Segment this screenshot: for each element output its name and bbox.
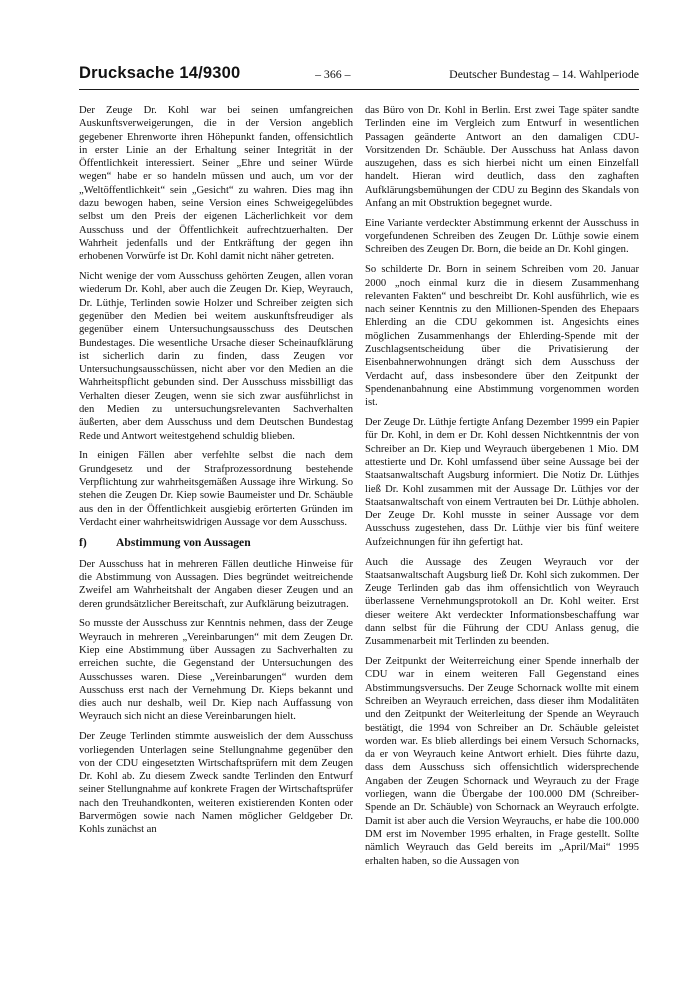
section-heading-title: Abstimmung von Aussagen (116, 536, 251, 550)
section-heading (79, 536, 353, 550)
right-column (365, 104, 639, 874)
paragraph: So musste der Ausschuss zur Kenntnis nehmen, dass der Zeuge Weyrauch in mehreren „Vereinbarungen“ mit dem Zeugen Dr. Kiep eine Abstimmung über Aussagen zu Sachverhalten zu erreichen suchte, die Gegenstand der Untersuchungen des Ausschusses waren. Diese „Vereinbarungen“ wurden dem Ausschuss erst nach der Vernehmung Dr. Kieps bekannt und dies auch nur deshalb, weil Dr. Kiep nach Auffassung von Weyrauch sich nicht an diese Vereinbarungen hielt. (79, 618, 353, 723)
paragraph: Nicht wenige der vom Ausschuss gehörten Zeugen, allen voran wiederum Dr. Kohl, aber auch die Zeugen Dr. Kiep, Weyrauch, Dr. Lüthje, Terlinden sowie Holzer und Schreiber zeigten sich gegenüber den Medien bei weitem auskunftsfreudiger als gegenüber einem Untersuchungsausschuss des Deutschen Bundestages. Die wesentliche Ursache dieser Scheinaufklärung ist sicherlich darin zu finden, dass Zeugen vor Untersuchungsausschüssen, nicht aber vor den Medien an die Wahrheitspflicht gebunden sind. Der Ausschuss missbilligt das Verhalten dieser Zeugen, wenn sie sich zwar ausführlichst in den Medien zu untersuchungsrelevanten Sachverhalten äußerten, aber dem Ausschuss und dem Deutschen Bundestag Rede und Antwort weitestgehend schuldig blieben. (79, 271, 353, 442)
doc-number: Drucksache 14/9300 (79, 64, 241, 82)
paragraph: das Büro von Dr. Kohl in Berlin. Erst zwei Tage später sandte Terlinden eine im Vergleich zum Entwurf in wesentlichen Passagen geänderte Antwort an den damaligen CDU-Vorsitzenden Dr. Schäuble. Der Ausschuss hat Anlass davon auszugehen, dass es sich hierbei nicht um einen Einzelfall handelt. Hieran wird deutlich, dass den zaghaften Aufklärungsbemühungen der CDU zu Beginn des Skandals von Anfang an mit Obstruktion begegnet wurde. (365, 105, 639, 210)
paragraph: Der Zeuge Dr. Kohl war bei seinen umfangreichen Auskunftsverweigerungen, die in der Version angeblich gegebener Ehrenworte ihren Höhepunkt fanden, offensichtlich in erster Linie an der Erhaltung seiner Integrität in der Öffentlichkeit interessiert. Seiner „Ehre und seiner Würde wegen“ habe er so handeln müssen und auch, um vor der „Weltöffentlichkeit“ sein „Gesicht“ zu wahren. Dies mag ihn dazu bewogen haben, seine Version eines Schweigegelübdes selbst um den Preis der eigenen Lächerlichkeit vor dem Ausschuss und der Öffentlichkeit aufrechtzuerhalten. Der Wahrheit jedenfalls und der Entkräftung der gegen ihn erhobenen Vorwürfe ist Dr. Kohl damit nicht näher getreten. (79, 105, 353, 263)
paragraph: Der Zeitpunkt der Weiterreichung einer Spende innerhalb der CDU war in einem weiteren Fall Gegenstand eines Abstimmungsversuchs. Der Zeuge Schornack wollte mit einem Schreiben an Weyrauch erreichen, dass dieser ihm Modalitäten und den Zeitpunkt der Weiterleitung der Spende an Weyrauch bestätigt, die 1994 von Schreiber an Dr. Schäuble geleistet worden war. Es blieb allerdings bei einem Versuch Schornacks, da er von Weyrauch keine Antwort erhielt. Dies führte dazu, dass dem Ausschuss sich offensichtlich widersprechende Angaben der Zeugen Schornack und Weyrauch zu der Frage vorliegen, wann die Übergabe der 100.000 DM (Schreiber-Spende an Dr. Schäuble) von Schornack an Weyrauch erfolgte. Damit ist aber auch die Version Weyrauchs, er habe die 100.000 DM erst im November 1995 erhalten, in Frage gestellt. Sollte nämlich Weyrauch das Geld bereits im „April/Mai“ 1995 erhalten haben, so die Aussagen von (365, 656, 639, 867)
right-column-paragraphs (365, 104, 639, 868)
section-heading-label: f) (79, 536, 87, 550)
paragraph: In einigen Fällen aber verfehlte selbst die nach dem Grundgesetz und der Strafprozessordnung bestehende Verpflichtung zur wahrheitsgemäßen Aussage ihre Wirkung. So stehen die Zeugen Dr. Kiep sowie Baumeister und Dr. Schäuble aus den in der Öffentlichkeit ausgiebig erörterten Gründen im Verdacht einer wahrheitswidrigen Aussage vor dem Ausschuss. (79, 450, 353, 528)
left-column-bottom-paragraphs (79, 558, 353, 837)
left-column (79, 104, 353, 874)
paragraph: Der Ausschuss hat in mehreren Fällen deutliche Hinweise für die Abstimmung von Aussagen. Dies begründet weitreichende Zweifel am Wahrheitshalt der Angaben dieser Zeugen und an deren grundsätzlicher Bereitschaft, zur Aufklärung beizutragen. (79, 558, 353, 610)
paragraph: Der Zeuge Dr. Lüthje fertigte Anfang Dezember 1999 ein Papier für Dr. Kohl, in dem er Dr. Kohl dessen Nichtkenntnis der von Schreiber an Dr. Kiep und Weyrauch übergebenen 1 Mio. DM attestierte und Dr. Kohl umfassend über seine Aussage bei der Staatsanwaltschaft Augsburg informiert. Die Notiz Dr. Lüthjes ließ Dr. Kohl zusammen mit der Aussage Dr. Lüthjes vor der Staatsanwaltschaft von einem Vertrauten bei Dr. Lüthje abholen. Der Zeuge Dr. Kohl musste in seiner Aussage vor dem Ausschuss zugestehen, dass Dr. Lüthje vier bis fünf weitere Aufzeichnungen für ihn gefertigt hat. (365, 417, 639, 548)
paragraph: Eine Variante verdeckter Abstimmung erkennt der Ausschuss in vorgefundenen Schreiben des Zeugen Dr. Lüthje sowie einem Schreiben des Zeugen Dr. Born, die beide an Dr. Kohl gingen. (365, 217, 639, 256)
text-columns (79, 104, 639, 874)
page-number: – 366 – (315, 67, 351, 81)
paragraph: Der Zeuge Terlinden stimmte ausweislich der dem Ausschuss vorliegenden Unterlagen seine Stellungnahme gegenüber den von der CDU eingesetzten Wirtschaftsprüfern mit dem Zeugen Dr. Kohl ab. Zu diesem Zweck sandte Terlinden den Entwurf seiner Stellungnahme auf konkrete Fragen der Wirtschaftsprüfer nach den Treuhandkonten, weiteren existierenden Konten oder Barvermögen sowie nach Namen möglicher Geldgeber Dr. Kohls zunächst an (79, 731, 353, 836)
paragraph: So schilderte Dr. Born in seinem Schreiben vom 20. Januar 2000 „noch einmal kurz die in diesem Zusammenhang relevanten Fakten“ und beschreibt Dr. Kohl ausführlich, wie es nach seiner Kenntnis zu den Millionen-Spenden des Ehepaars Ehlerding an die CDU gekommen ist. Angesichts eines möglichen Zusammenhangs der Ehlerding-Spende mit der Zuschlagsentscheidung über die Privatisierung der Eisenbahnerwohnungen drängt sich dem Ausschuss der Verdacht auf, dass insbesondere über den Zeitpunkt der Spendenanbahnung eine Abstimmung vorgenommen worden ist. (365, 264, 639, 409)
page-header (79, 64, 639, 90)
left-column-top-paragraphs (79, 104, 353, 529)
publication-title: Deutscher Bundestag – 14. Wahlperiode (449, 67, 639, 81)
paragraph: Auch die Aussage des Zeugen Weyrauch vor der Staatsanwaltschaft Augsburg ließ Dr. Kohl sich zukommen. Der Zeuge Terlinden gab das ihm offensichtlich von Weyrauch überlassene Vernehmungsprotokoll an Dr. Kohl weiter. Erst dieser weitere Akt verdeckter Informationsbeschaffung war dann selbst für die Führung der CDU Anlass genug, die Zusammenarbeit mit Terlinden zu beenden. (365, 556, 639, 648)
